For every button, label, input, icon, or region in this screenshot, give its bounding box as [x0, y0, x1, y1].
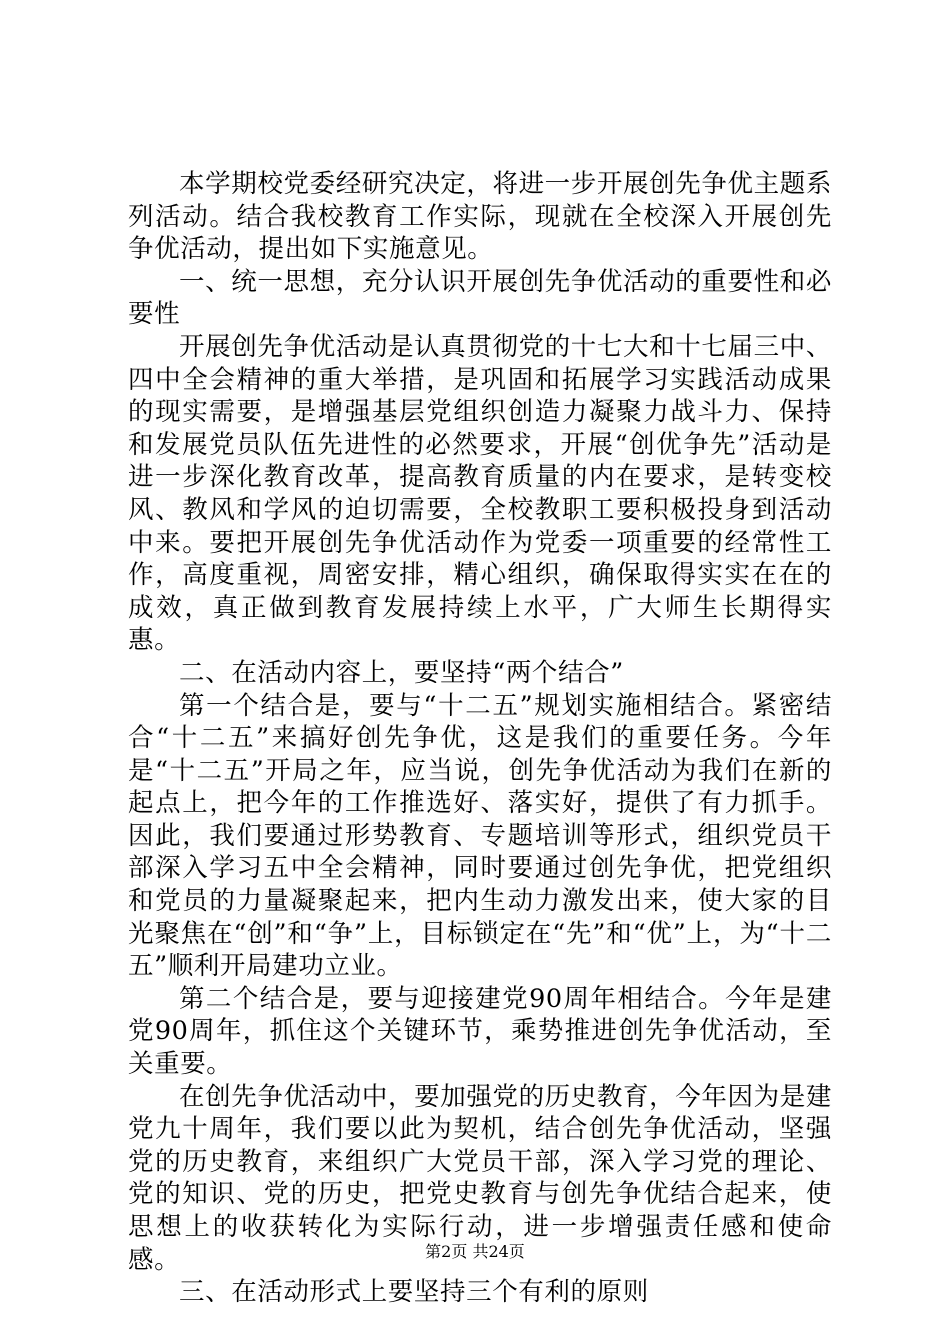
paragraph-history-education: 在创先争优活动中，要加强党的历史教育，今年因为是建党九十周年，我们要以此为契机，结合创先争优活动，坚强党的历史教育，来组织广大党员干部，深入学习党的理论、党的知识、党的历史，把党史教育与创先争优结合起来，使思想上的收获转化为实际行动，进一步增强责任感和使命感。 [128, 1081, 832, 1275]
paragraph-intro: 本学期校党委经研究决定，将进一步开展创先争优主题系列活动。结合我校教育工作实际，现就在全校深入开展创先争优活动，提出如下实施意见。 [128, 169, 832, 265]
document-body [128, 168, 832, 1309]
page-footer [0, 1242, 950, 1262]
paragraph-section-1: 开展创先争优活动是认真贯彻党的十七大和十七届三中、四中全会精神的重大举措，是巩固和拓展学习实践活动成果的现实需要，是增强基层党组织创造力凝聚力战斗力、保持和发展党员队伍先进性的必然要求，开展“创优争先”活动是进一步深化教育改革，提高教育质量的内在要求，是转变校风、教风和学风的迫切需要，全校教职工要积极投身到活动中来。要把开展创先争优活动作为党委一项重要的经常性工作，高度重视，周密安排，精心组织，确保取得实实在在的成效，真正做到教育发展持续上水平，广大师生长期得实惠。 [128, 331, 832, 656]
page-number-label: 第2页 共24页 [425, 1242, 525, 1261]
paragraph-combination-2: 第二个结合是，要与迎接建党90周年相结合。今年是建党90周年，抓住这个关键环节，乘势推进创先争优活动，至关重要。 [128, 983, 832, 1080]
heading-section-1: 一、统一思想，充分认识开展创先争优活动的重要性和必要性 [128, 266, 832, 330]
paragraph-combination-1: 第一个结合是，要与“十二五”规划实施相结合。紧密结合“十二五”来搞好创先争优，这是我们的重要任务。今年是“十二五”开局之年，应当说，创先争优活动为我们在新的起点上，把今年的工作推选好、落实好，提供了有力抓手。因此，我们要通过形势教育、专题培训等形式，组织党员干部深入学习五中全会精神，同时要通过创先争优，把党组织和党员的力量凝聚起来，把内生动力激发出来，使大家的目光聚焦在“创”和“争”上，目标锁定在“先”和“优”上，为“十二五”顺利开局建功立业。 [128, 690, 832, 982]
heading-section-2: 二、在活动内容上，要坚持“两个结合” [179, 657, 624, 688]
heading-section-3: 三、在活动形式上要坚持三个有利的原则 [179, 1277, 649, 1308]
